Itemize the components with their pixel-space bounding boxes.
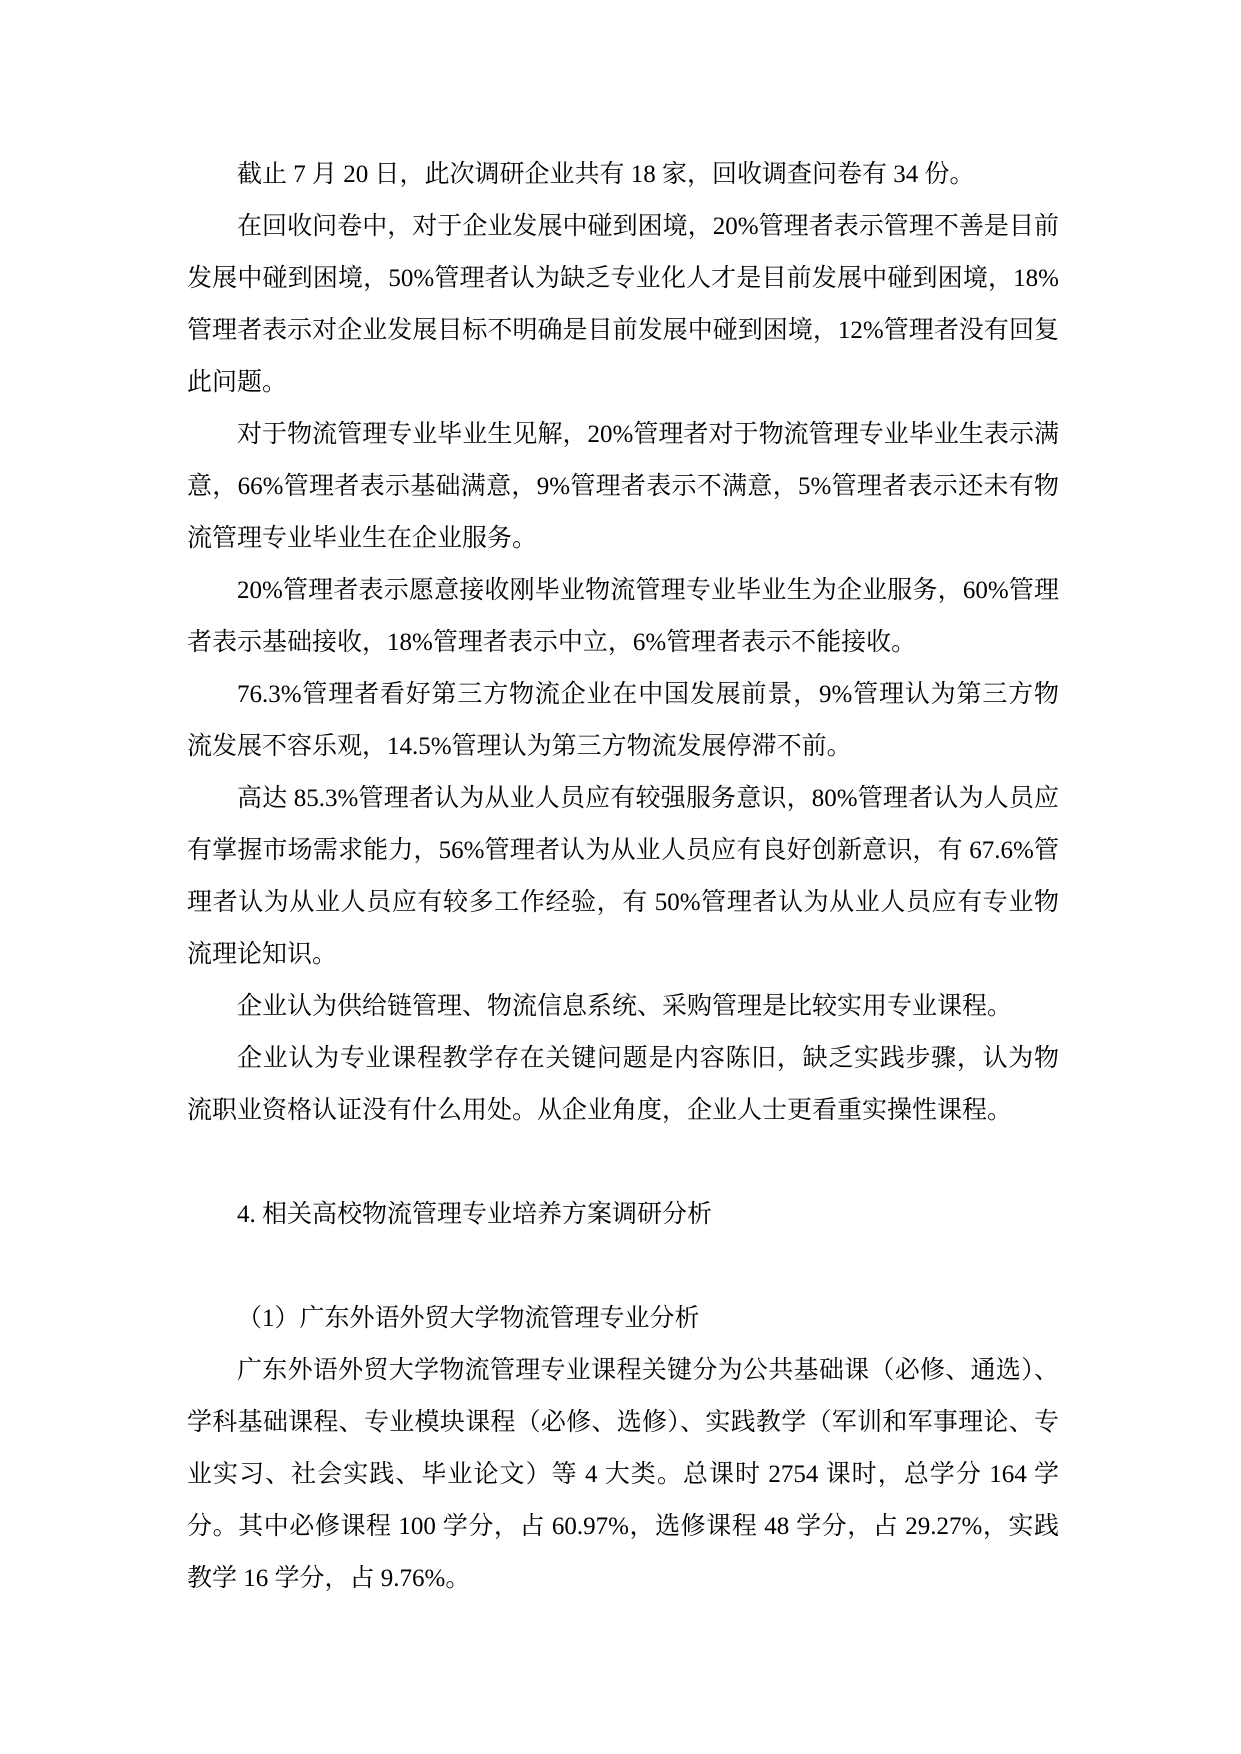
paragraph-practical-courses: 企业认为供给链管理、物流信息系统、采购管理是比较实用专业课程。 <box>237 993 1013 1020</box>
paragraph-gdufs-curriculum: 广东外语外贸大学物流管理专业课程关键分为公共基础课（必修、通选）、学科基础课程、专业模块课程（必修、选修）、实践教学（军训和军事理论、专业实习、社会实践、毕业论文）等 4 大类。总课时 2754 课时，总学分 164 学分。其中必修课程 100 学分，占 60.97%，选修课程 48 学分，占 29.27%，实践教学 16 学分，占 9.76%。 <box>187 1357 1059 1592</box>
paragraph-development-difficulties: 在回收问卷中，对于企业发展中碰到困境，20%管理者表示管理不善是目前发展中碰到困境，50%管理者认为缺乏专业化人才是目前发展中碰到困境，18%管理者表示对企业发展目标不明确是目前发展中碰到困境，12%管理者没有回复此问题。 <box>187 213 1059 396</box>
paragraph-personnel-qualities: 高达 85.3%管理者认为从业人员应有较强服务意识，80%管理者认为人员应有掌握市场需求能力，56%管理者认为从业人员应有良好创新意识，有 67.6%管理者认为从业人员应有较多工作经验，有 50%管理者认为从业人员应有专业物流理论知识。 <box>187 785 1059 968</box>
paragraph-teaching-problems: 企业认为专业课程教学存在关键问题是内容陈旧，缺乏实践步骤，认为物流职业资格认证没有什么用处。从企业角度，企业人士更看重实操性课程。 <box>187 1045 1059 1124</box>
paragraph-hiring-willingness: 20%管理者表示愿意接收刚毕业物流管理专业毕业生为企业服务，60%管理者表示基础接收，18%管理者表示中立，6%管理者表示不能接收。 <box>187 577 1059 656</box>
subsection-heading-1: （1）广东外语外贸大学物流管理专业分析 <box>237 1305 700 1332</box>
paragraph-survey-scope: 截止 7 月 20 日，此次调研企业共有 18 家，回收调查问卷有 34 份。 <box>237 161 975 188</box>
paragraph-graduate-evaluation: 对于物流管理专业毕业生见解，20%管理者对于物流管理专业毕业生表示满意，66%管理者表示基础满意，9%管理者表示不满意，5%管理者表示还未有物流管理专业毕业生在企业服务。 <box>187 421 1059 552</box>
section-heading-4: 4. 相关高校物流管理专业培养方案调研分析 <box>237 1201 713 1228</box>
paragraph-3pl-outlook: 76.3%管理者看好第三方物流企业在中国发展前景，9%管理认为第三方物流发展不容乐观，14.5%管理认为第三方物流发展停滞不前。 <box>187 681 1059 760</box>
